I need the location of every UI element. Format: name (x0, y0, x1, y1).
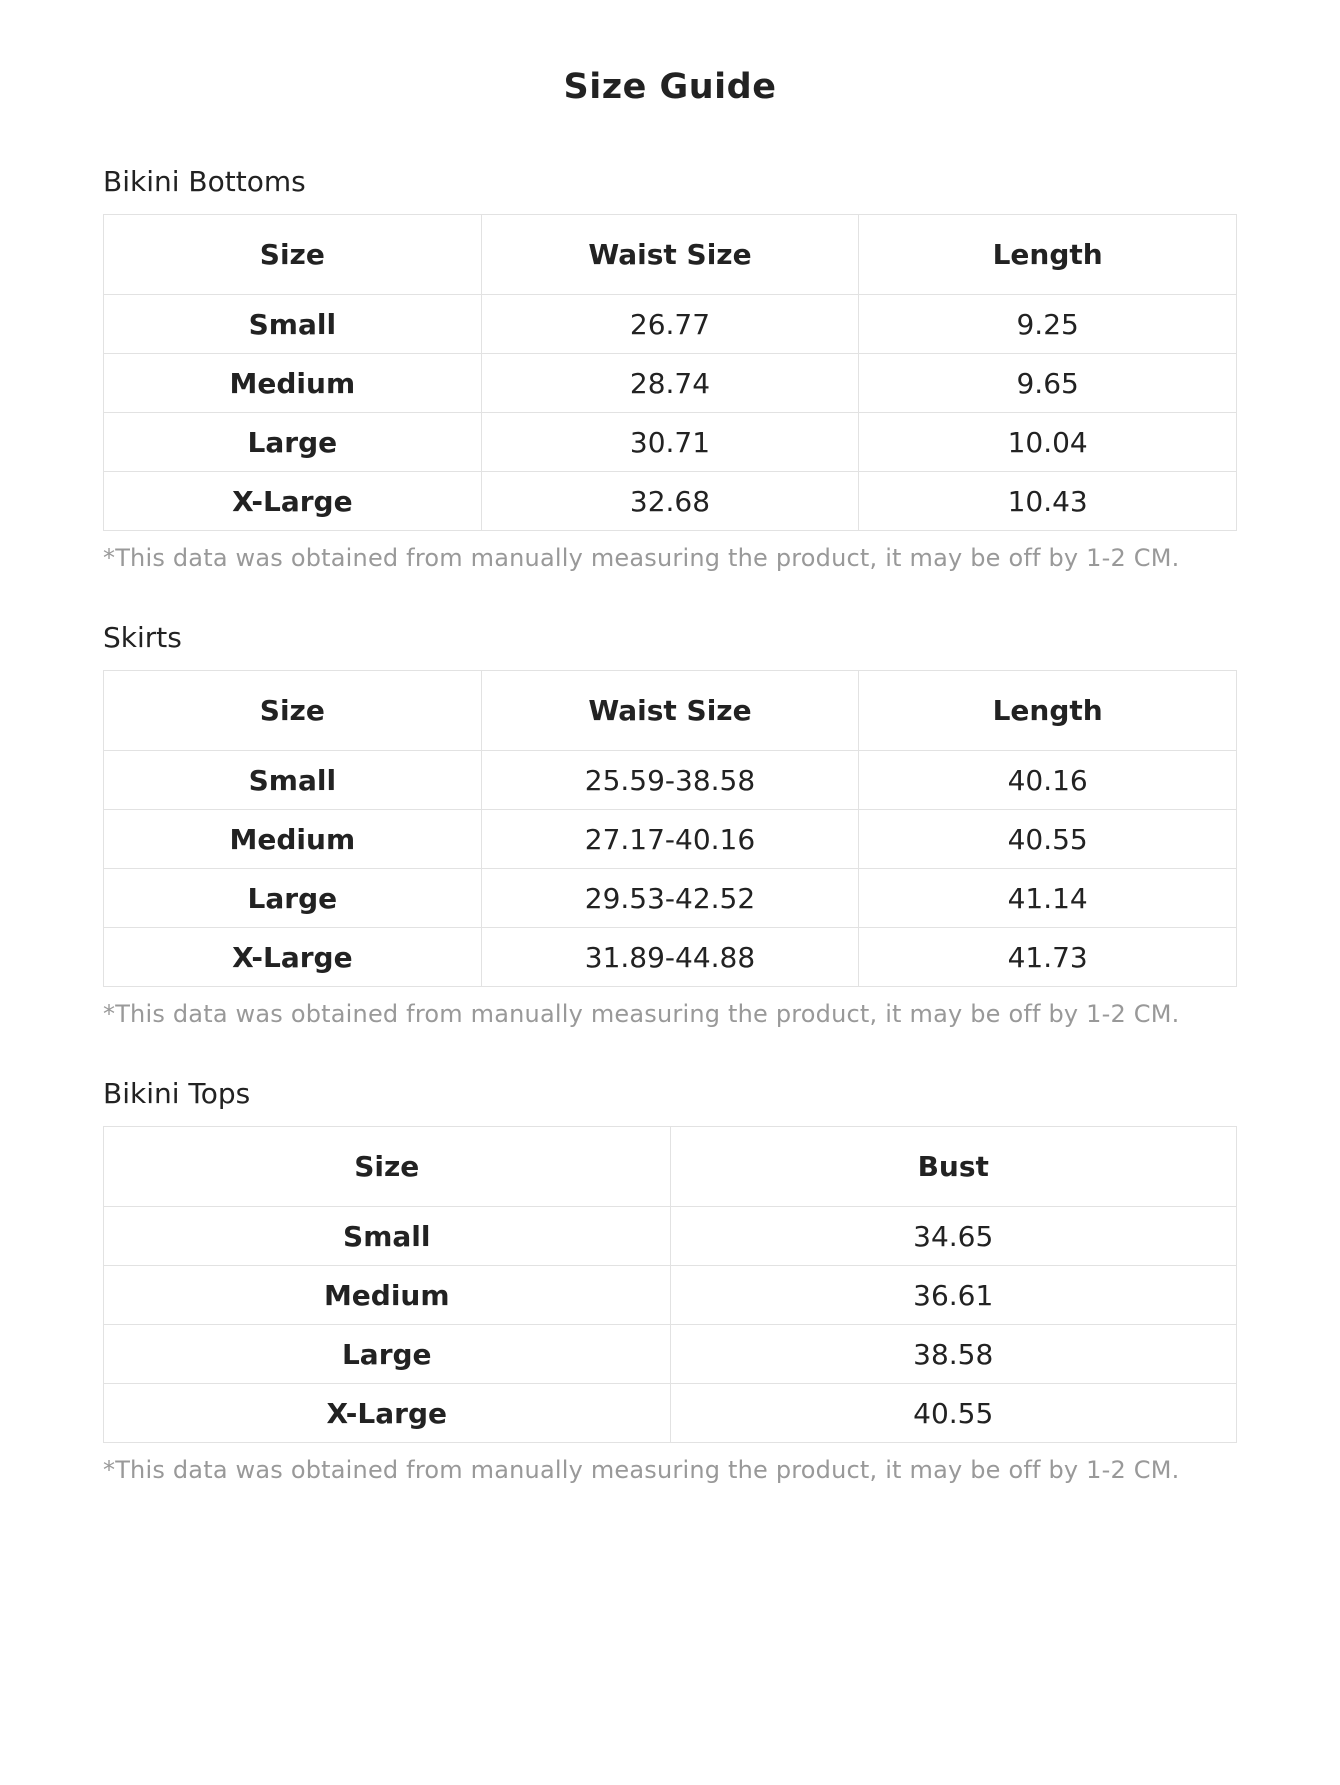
table-row (104, 295, 1237, 354)
size-cell: Small (104, 1207, 671, 1266)
bust-cell: 40.55 (670, 1384, 1237, 1443)
length-cell: 10.43 (859, 472, 1237, 531)
size-cell: Medium (104, 1266, 671, 1325)
waist-cell: 29.53-42.52 (481, 869, 859, 928)
waist-cell: 32.68 (481, 472, 859, 531)
measurement-note: *This data was obtained from manually measuring the product, it may be off by 1-2 CM. (103, 1000, 1180, 1028)
column-header: Bust (670, 1127, 1237, 1207)
waist-cell: 25.59-38.58 (481, 751, 859, 810)
column-header: Length (859, 671, 1237, 751)
size-cell: Medium (104, 810, 482, 869)
table-row (104, 1384, 1237, 1443)
measurement-note: *This data was obtained from manually measuring the product, it may be off by 1-2 CM. (103, 1456, 1180, 1484)
table-header-row (104, 215, 1237, 295)
waist-cell: 27.17-40.16 (481, 810, 859, 869)
length-cell: 9.65 (859, 354, 1237, 413)
section-title: Bikini Tops (103, 1077, 251, 1110)
bust-cell: 34.65 (670, 1207, 1237, 1266)
section-bikini-tops (103, 1074, 1237, 1487)
table-row (104, 869, 1237, 928)
size-cell: Large (104, 413, 482, 472)
waist-cell: 26.77 (481, 295, 859, 354)
size-table (103, 214, 1237, 531)
column-header: Waist Size (481, 215, 859, 295)
column-header: Waist Size (481, 671, 859, 751)
size-cell: X-Large (104, 1384, 671, 1443)
size-cell: Medium (104, 354, 482, 413)
table-header-row (104, 671, 1237, 751)
table-header-row (104, 1127, 1237, 1207)
section-title: Skirts (103, 621, 182, 654)
table-row (104, 1325, 1237, 1384)
table-row (104, 413, 1237, 472)
column-header: Size (104, 671, 482, 751)
column-header: Size (104, 1127, 671, 1207)
section-bikini-bottoms (103, 162, 1237, 575)
section-title: Bikini Bottoms (103, 165, 306, 198)
waist-cell: 28.74 (481, 354, 859, 413)
size-table (103, 1126, 1237, 1443)
bust-cell: 36.61 (670, 1266, 1237, 1325)
length-cell: 40.16 (859, 751, 1237, 810)
length-cell: 9.25 (859, 295, 1237, 354)
size-cell: Large (104, 869, 482, 928)
table-row (104, 751, 1237, 810)
length-cell: 40.55 (859, 810, 1237, 869)
size-table (103, 670, 1237, 987)
waist-cell: 30.71 (481, 413, 859, 472)
length-cell: 41.14 (859, 869, 1237, 928)
length-cell: 41.73 (859, 928, 1237, 987)
column-header: Size (104, 215, 482, 295)
table-row (104, 1266, 1237, 1325)
page-title: Size Guide (563, 67, 777, 107)
size-cell: X-Large (104, 928, 482, 987)
size-cell: Small (104, 751, 482, 810)
table-row (104, 810, 1237, 869)
table-row (104, 1207, 1237, 1266)
table-row (104, 354, 1237, 413)
bust-cell: 38.58 (670, 1325, 1237, 1384)
length-cell: 10.04 (859, 413, 1237, 472)
size-cell: Large (104, 1325, 671, 1384)
table-row (104, 472, 1237, 531)
measurement-note: *This data was obtained from manually measuring the product, it may be off by 1-2 CM. (103, 544, 1180, 572)
size-cell: X-Large (104, 472, 482, 531)
table-row (104, 928, 1237, 987)
section-skirts (103, 618, 1237, 1031)
column-header: Length (859, 215, 1237, 295)
waist-cell: 31.89-44.88 (481, 928, 859, 987)
size-cell: Small (104, 295, 482, 354)
